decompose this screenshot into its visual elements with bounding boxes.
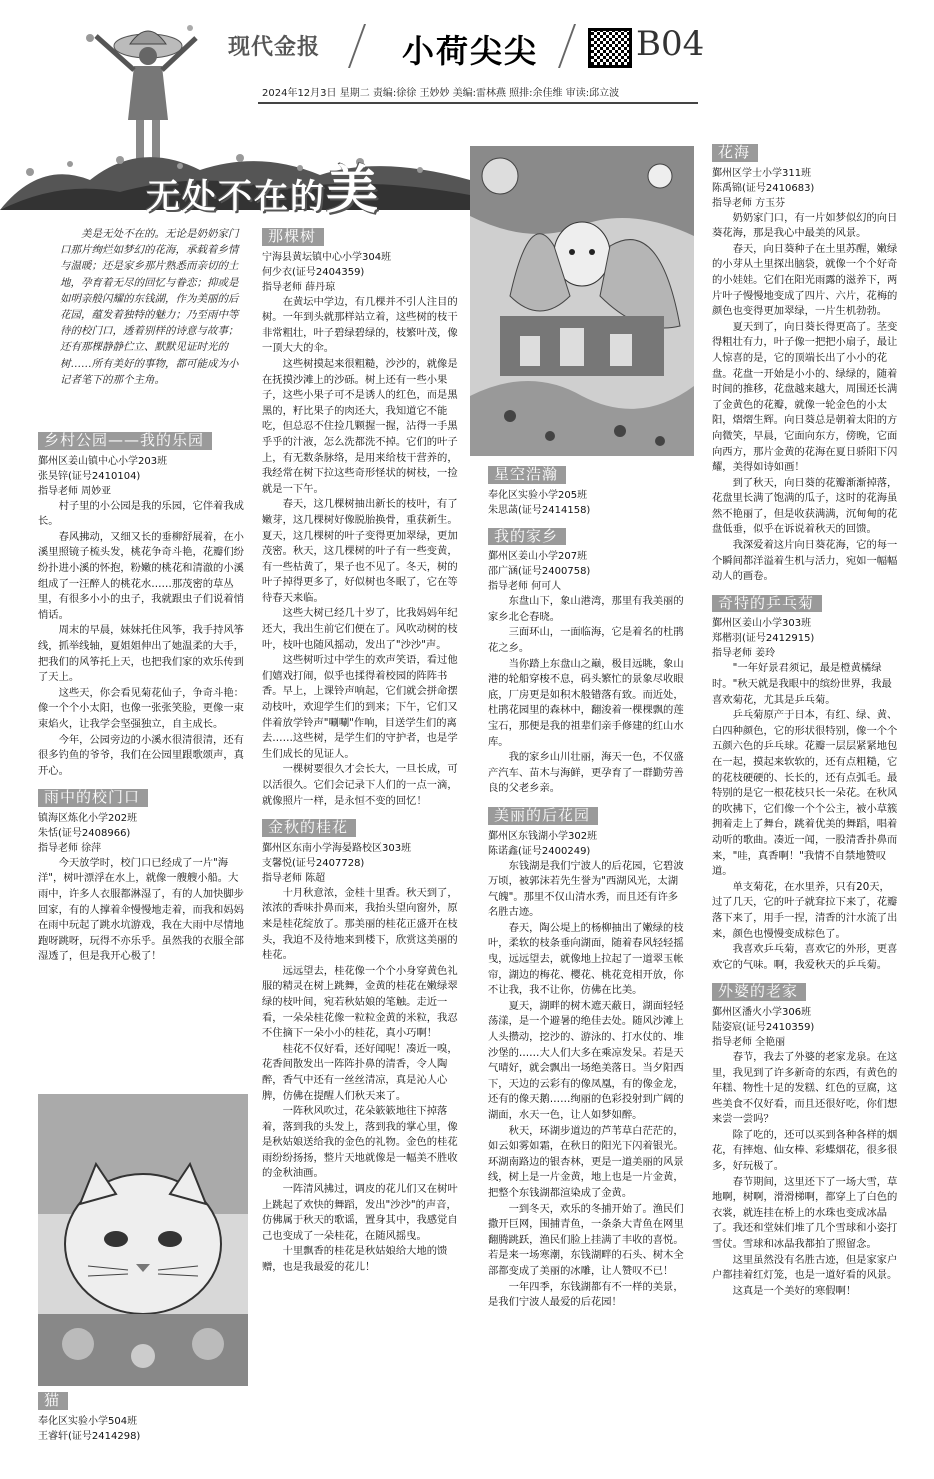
author: 朱恬(证号2408966): [38, 827, 131, 839]
paragraph: 除了吃的，还可以买到各种各样的烟花，有摔炮、仙女棒、彩蝶烟花，很多很多，好玩极了。: [712, 1128, 898, 1173]
teacher: 指导老师 周妙亚: [38, 485, 112, 497]
teacher: 指导老师 薛丹琼: [262, 281, 336, 293]
paragraph: 一棵树要很久才会长大，一旦长成，可以活很久。它们会记录下人们的一点一滴，就像照片一样，是永恒不变的回忆！: [262, 763, 458, 807]
paragraph: 村子里的小公园是我的乐园，它伴着我成长。: [38, 499, 244, 528]
article-title: 美丽的后花园: [488, 807, 598, 825]
teacher: 指导老师 陈超: [262, 872, 326, 884]
school: 鄞州区东钱湖小学302班: [488, 830, 598, 842]
article-flower-sea: [712, 144, 898, 585]
school: 鄞州区姜山小学303班: [712, 618, 812, 630]
paragraph: 春天，向日葵种子在土里苏醒，嫩绿的小芽从土里探出脑袋，就像一个个好奇的小娃娃。它们在阳光雨露的滋养下，两片叶子慢慢地变成了四片、六片，花梅的颜色也变得更加翠绿，一片生机勃勃。: [712, 242, 898, 318]
article-hometown: [488, 528, 688, 797]
paragraph: 这里虽然没有名胜古迹，但是家家户户都挂着红灯笼，也是一道好看的风景。: [712, 1253, 898, 1282]
paragraph: 春风拂动，又细又长的垂柳舒展着，在小溪里照镜子梳头发，桃花争奇斗艳，花瓣们纷纷扑进小溪的怀抱，粉嫩的桃花和清澈的小溪组成了一汪醉人的桃花水……那茂密的草丛里，有很多小小的虫子，我就跟虫子们说着悄悄话。: [38, 530, 244, 621]
paragraph: 十里飘香的桂花是秋姑娘给大地的馈赠，也是我最爱的花儿！: [262, 1245, 448, 1274]
paragraph: 单支菊花，在水里养，只有20天，过了几天，它的叶子就耷拉下来了，花瓣落下来了，用手一捏，清香的汁水流了出来，颜色也慢慢变成棕色了。: [712, 880, 898, 940]
author: 支馨悦(证号2407728): [262, 857, 365, 869]
section-title: 小荷尖尖: [402, 32, 539, 70]
article-back-garden: [488, 807, 688, 1311]
divider: [558, 24, 576, 68]
paragraph: 我喜欢乒乓菊，喜欢它的外形，更喜欢它的气味。啊，我爱秋天的乒乓菊。: [712, 943, 898, 971]
article-title: 外婆的老家: [712, 983, 806, 1001]
byline: [488, 488, 688, 518]
byline: [38, 811, 248, 856]
school: 鄞州区东南小学海晏路校区303班: [262, 842, 412, 854]
paragraph: 夏天到了，向日葵长得更高了。茎变得粗壮有力，叶子像一把把小扇子，最让人惊喜的是，它的顶端长出了小小的花盘。花盘一开始是小小的、绿绿的，随着时间的推移，花盘越来越大，周围还长满了金黄色的花瓣，就像一轮金色的小太阳，熠熠生辉。向日葵总是朝着太阳的方向微笑，早晨，它面向东方，傍晚，它面向西方，那片金黄的花海在夏日骄阳下闪耀，美得如诗如画！: [712, 320, 898, 474]
art-title: 猫: [38, 1392, 68, 1410]
author: 王睿轩(证号2414298): [38, 1430, 141, 1442]
teacher: 指导老师 全艳丽: [712, 1036, 786, 1048]
paragraph: 一阵清风拂过，调皮的花儿们又在树叶上跳起了欢快的舞蹈，发出"沙沙"的声音，仿佛属于秋天的歌谣，置身其中，我感觉自己也变成了一朵桂花，在随风摇曳。: [262, 1183, 458, 1242]
author: 邵广涵(证号2400758): [488, 566, 591, 578]
school: 鄞州区姜山小学207班: [488, 551, 588, 563]
author: 朱思菡(证号2414158): [488, 504, 591, 516]
byline: [262, 250, 460, 295]
teacher: 指导老师 方玉芬: [712, 197, 786, 209]
article-title: 花海: [712, 144, 758, 162]
header-rule: [258, 102, 698, 104]
paragraph: 秋天，环湖步道边的芦苇草白茫茫的，如云如雾如霜，在秋日的阳光下闪着银光。环湖南路边的银杏林，更是一道美丽的风景线，树上是一片金黄，地上也是一片金黄，把整个东钱湖都渲染成了金黄。: [488, 1124, 684, 1199]
byline: [712, 616, 898, 661]
author: 陈诺鑫(证号2400249): [488, 845, 591, 857]
byline: [712, 166, 898, 211]
paragraph: 三面环山，一面临海，它是着名的杜鹃花之乡。: [488, 626, 684, 654]
paragraph: 一到冬天，欢乐的冬捕开始了。渔民们撒开巨网，围捕青鱼，一条条大青鱼在网里翻腾跳跃，渔民们脸上挂满了丰收的喜悦。若是来一场寒潮，东钱湖畔的石头、树木全部都变成了美丽的冰雕，让人赞叹不已！: [488, 1202, 684, 1277]
article-title: 雨中的校门口: [38, 789, 148, 807]
art-title: 星空浩瀚: [488, 466, 566, 484]
paragraph: 这些树听过中学生的欢声笑语，看过他们嬉戏打闹，似乎也揉得着校园的阵阵书香。早上，上课铃声响起，它们就会拼命摆动枝叶，欢迎学生们的到来；下午，它们又伴着放学铃声"唰唰"作响，目送学生们的离去……这些树，是学生们的守护者，也是学生们成长的见证人。: [262, 654, 458, 760]
byline: [712, 1005, 898, 1050]
article-title: 我的家乡: [488, 528, 566, 546]
paragraph: 今天放学时，校门口已经成了一片"海洋"，树叶漂浮在水上，就像一艘艘小船。大雨中，许多人衣服都淋湿了，有的人加快脚步回家，有的人撑着伞慢慢地走着，而我和妈妈在雨中玩起了跳水坑游戏，我在大雨中尽情地跑呀跳呀，玩得不亦乐乎。虽然我的衣服全部湿透了，但是我开心极了！: [38, 856, 244, 963]
paragraph: 这真是一个美好的寒假啊！: [732, 1284, 857, 1297]
paragraph: 一阵秋风吹过，花朵簌簌地往下掉落着，落到我的头发上，落到我的掌心里，像是秋姑娘送给我的金色的礼物。金色的桂花雨纷纷扬扬，整片天地就像是一幅美不胜收的金秋油画。: [262, 1105, 458, 1180]
paragraph: 这些天，你会看见菊花仙子，争奇斗艳：像一个个小太阳，也像一张张笑脸，更像一束束焰火，让我学会坚强独立，自主成长。: [38, 686, 244, 730]
paragraph: 一年四季，东钱湖都有不一样的美景，是我们宁波人最爱的后花园！: [488, 1280, 684, 1309]
article-rain-school-gate: [38, 789, 248, 965]
byline: [38, 454, 248, 499]
starry-sky-painting: [470, 146, 694, 456]
cat-painting: [38, 1094, 248, 1386]
paragraph: 到了秋天，向日葵的花瓣渐渐掉落，花盘里长满了饱满的瓜子，这时的花海虽然不艳丽了，但是收获满满，沉甸甸的花盘低垂，似乎在诉说着秋天的回馈。: [712, 476, 898, 536]
article-title: 奇特的乒乓菊: [712, 595, 822, 613]
paragraph: 桂花不仅好看，还好闻呢！凑近一嗅，花香间散发出一阵阵扑鼻的清香，令人陶醉，香气中还有一丝丝清凉，真是沁人心脾，仿佛在提醒人们秋天来了。: [262, 1042, 458, 1102]
byline: [488, 549, 688, 594]
column-4: [712, 144, 898, 1309]
paragraph: 春天，陶公堤上的杨柳抽出了嫩绿的枝叶，柔软的枝条垂向湖面，随着春风轻轻摇曳，远远望去，就像地上拉起了一道翠玉帐帘，湖边的梅花、樱花、桃花竞相开放，你不让我，我不让你，仿佛在比美。: [488, 921, 684, 997]
paragraph: 当你踏上东盘山之巅，极目远眺，象山港的轮船穿梭不息，码头繁忙的景象尽收眼底，厂房更是如积木般错落有致。而近处，杜鹃花园里的森林中，翻浚着一棵棵飘的莲宝石，那便是我的祖辈们亲手修建的红山水库。: [488, 657, 684, 748]
theme-title: [146, 148, 380, 223]
author: 陈禹锦(证号2410683): [712, 182, 815, 194]
paragraph: 这些大树已经几十岁了，比我妈妈年纪还大，我出生前它们便在了。风吹动树的枝叶，枝叶也随风摇动，发出了"沙沙"声。: [262, 607, 458, 651]
paragraph: 夏天，湖畔的树木遮天蔽日，湖面轻轻荡漾，是一个避暑的绝佳去处。随风沙滩上人头攒动，挖沙的、游泳的、打水仗的、堆沙堡的……大人们大多在乘凉发呆。若是天气晴好，就会飘出一场绝美落日。当夕阳西下，天边的云彩有的像凤凰，有的像金龙，还有的像天鹅……绚丽的色彩投射到广阔的湖面，水天一色，让人如梦如醉。: [488, 999, 684, 1121]
author: 陆姿宸(证号2410359): [712, 1021, 815, 1033]
teacher: 指导老师 徐萍: [38, 842, 102, 854]
article-pingpong-chrysanthemum: [712, 595, 898, 973]
issue-info: 2024年12月3日 星期二 责编:徐徐 王妙妙 美编:雷林燕 照排:余佳维 审读:邱立波: [262, 88, 620, 99]
qr-code-icon: [588, 28, 632, 68]
paragraph: 春节，我去了外婆的老家龙泉。在这里，我见到了许多新奇的东西，有黄色的年糕、物性十足的发糕、红色的豆腐，这些美食不仅好看，而且还很好吃，你们想来尝一尝吗？: [712, 1050, 898, 1126]
paragraph: "一年好景君须记，最是橙黄橘绿时。"秋天就是我眼中的缤纷世界，我最喜欢菊花，尤其是乒乓菊。: [712, 662, 892, 706]
school: 鄞州区学士小学311班: [712, 167, 812, 179]
page-number: B04: [636, 24, 705, 64]
masthead: [0, 0, 934, 140]
art-main-caption: [488, 466, 688, 518]
paragraph: 东盘山下，象山港湾，那里有我美丽的家乡北仑春晓。: [488, 595, 684, 623]
byline: [488, 829, 688, 859]
school: 镇海区炼化小学202班: [38, 812, 138, 824]
cat-caption: [38, 1392, 248, 1444]
paragraph: 这些树摸起来很粗糙，沙沙的，就像是在抚摸沙滩上的沙砾。树上还有一些小果子，这些小果子可不是诱人的红色，而是黑黑的，籽比果子的肉还大，我知道它不能吃，但总忍不住捡几颗握一握，沾得一手黑乎乎的汁液，怎么洗都洗不掉。它们的叶子上，有无数条脉络，是用来给枝干营养的，我经常在树下拉这些奇形怪状的树枝，一捡就是一下午。: [262, 357, 458, 495]
author: 郑楷羽(证号2412915): [712, 633, 815, 645]
theme-title-big: 美: [326, 160, 381, 221]
author: 张昊锌(证号2410104): [38, 470, 141, 482]
divider: [348, 24, 366, 68]
byline: [262, 841, 460, 886]
paragraph: 乒乓菊原产于日本，有红、绿、黄、白四种颜色，它的形状很特别，像一个个五颜六色的乒乓球。花瓣一层层紧紧地包在一起，摸起来软软的，还有点粗糙，它的花枝硬硬的、长长的，还有点弧毛。最特别的是它一根花枝只长一朵花。在秋风的吹拂下，它们像一个个公主，被小草簇拥着走上了舞台，跳着优美的舞蹈，唱着动听的歌曲。凑近一闻，一股清香扑鼻而来，"哇，真香啊！"我情不自禁地赞叹道。: [712, 709, 898, 878]
column-1: [38, 432, 248, 975]
paragraph: 我深爱着这片向日葵花海，它的每一个瞬间都洋溢着生机与活力，宛如一幅幅动人的画卷。: [712, 539, 898, 583]
paragraph: 我的家乡山川壮丽，海天一色，不仅盛产汽车、苗木与海鲜，更孕育了一群勤劳善良的父老乡亲。: [488, 751, 684, 795]
paragraph: 东钱湖是我们宁波人的后花园，它碧波万顷，被郭沫若先生誉为"西湖风光，太湖气魄"。那里不仅山清水秀，而且还有许多名胜古迹。: [488, 859, 684, 919]
column-3: [488, 466, 688, 1321]
article-that-tree: [262, 228, 460, 809]
paragraph: 春节期间，这里还下了一场大雪，草地啊，树啊，滑滑梯啊，都穿上了白色的衣裳，就连挂在桥上的水珠也变成冰晶了。我还和堂妹们堆了几个雪球和小姿打雪仗。雪球和冰晶我都拍了照留念。: [712, 1175, 898, 1251]
article-village-park: [38, 432, 248, 779]
article-osmanthus: [262, 819, 460, 1275]
paragraph: 在黄坛中学边，有几棵并不引人注目的树。一年到头就那样站立着，这些树的枝干非常粗壮，叶子碧绿碧绿的，枝繁叶茂，像一顶大大的伞。: [262, 295, 458, 355]
article-title: 那棵树: [262, 228, 324, 246]
paragraph: 春天，这几棵树抽出新长的枝叶，有了嫩芽，这几棵树好像脱胎换骨，重获新生。夏天，这几棵树的叶子变得更加翠绿，更加茂密。秋天，这几棵树的叶子有一些变黄，有一些枯黄了，果子也不见了。冬天，树的叶子掉得更多了，好似树也冬眠了，它在等待春天来临。: [262, 498, 458, 604]
school: 奉化区实验小学504班: [38, 1415, 138, 1427]
article-title: 金秋的桂花: [262, 819, 356, 837]
paragraph: 奶奶家门口，有一片如梦似幻的向日葵花海，那是我心中最美的风景。: [712, 211, 898, 240]
paragraph: 周末的早晨，妹妹托住风筝，我手持风筝线，抓举线轴，夏姐姐伸出了她温柔的大手，把我们的风筝托上天，也把我们家的欢乐传到了天上。: [38, 624, 244, 684]
school: 鄞州区潘火小学306班: [712, 1006, 812, 1018]
school: 鄞州区姜山镇中心小学203班: [38, 455, 168, 467]
teacher: 指导老师 何可人: [488, 581, 562, 593]
school: 宁海县黄坛镇中心小学304班: [262, 251, 392, 263]
paragraph: 远远望去，桂花像一个个小身穿黄色礼服的精灵在树上跳舞，金黄的桂花在嫩绿翠绿的枝叶间，宛若秋姑娘的笔触。走近一看，一朵朵桂花像一粒粒金黄的米粒，我忍不住摘下一朵小小的桂花，真小巧啊！: [262, 964, 458, 1040]
newspaper-brand: 现代金报: [228, 35, 321, 60]
paragraph: 今年，公园旁边的小溪水很清很清，还有很多钓鱼的爷爷，我们在公园里跟歌颂声，真开心。: [38, 733, 244, 777]
paragraph: 十月秋意浓，金桂十里香。秋天到了，浓浓的香味扑鼻而来，我抬头望向窗外，原来是桂花绽放了。那美丽的桂花正盛开在枝头，我迫不及待地来到楼下，欣赏这美丽的桂花。: [262, 886, 458, 962]
theme-title-main: 无处不在的: [146, 177, 326, 217]
column-2: [262, 228, 460, 1286]
article-grandma-hometown: [712, 983, 898, 1299]
author: 何少衣(证号2404359): [262, 266, 365, 278]
intro-text: 美是无处不在的。无论是奶奶家门口那片绚烂如梦幻的花海，承载着乡情与温暖；还是家乡那片熟悉而亲切的土地，孕育着无尽的回忆与眷恋；抑或是如明亲般闪耀的东钱湖，作为美丽的后花园，蕴发着独特的魅力；乃至雨中等待的校门口，透着别样的诗意与故事；还有那棵静静伫立、默默见证时光的树……所有美好的事物，都可能成为小记者笔下的那个主角。: [60, 228, 239, 386]
teacher: 指导老师 姜玲: [712, 648, 776, 660]
article-title: 乡村公园——我的乐园: [38, 432, 212, 450]
byline: [38, 1414, 248, 1444]
school: 奉化区实验小学205班: [488, 489, 588, 501]
